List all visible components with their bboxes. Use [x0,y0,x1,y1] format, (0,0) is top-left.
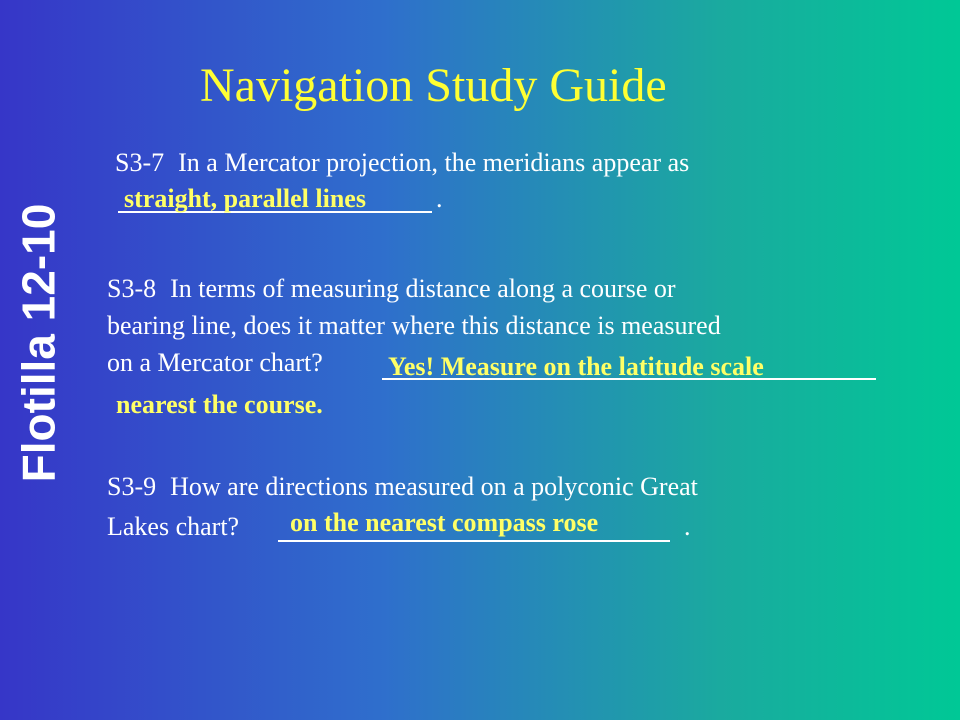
side-label: Flotilla 12-10 [12,203,64,482]
page-title: Navigation Study Guide [200,59,667,112]
question-end-punct: . [436,184,443,213]
question-s3-7-line1 [115,148,689,178]
question-text: How are directions measured on a polyconic Great [170,472,698,501]
question-text: In a Mercator projection, the meridians appear as [178,148,690,177]
answer-s3-9: on the nearest compass rose [290,508,599,537]
question-end-punct: . [684,512,691,541]
side-label-container [4,185,72,500]
question-s3-9-line1 [107,472,698,502]
question-id: S3-9 [107,472,157,501]
question-s3-8-line1 [107,274,676,304]
answer-s3-7: straight, parallel lines [124,184,366,213]
question-s3-8-line3: on a Mercator chart? [107,348,323,377]
question-id: S3-7 [115,148,165,177]
answer-s3-8-continued: nearest the course. [116,390,323,419]
question-text: In terms of measuring distance along a course or [170,274,676,303]
question-id: S3-8 [107,274,157,303]
answer-blank [278,540,670,542]
question-s3-8-line2: bearing line, does it matter where this distance is measured [107,311,721,340]
answer-s3-8: Yes! Measure on the latitude scale [388,352,764,381]
question-s3-9-line2: Lakes chart? [107,512,240,541]
